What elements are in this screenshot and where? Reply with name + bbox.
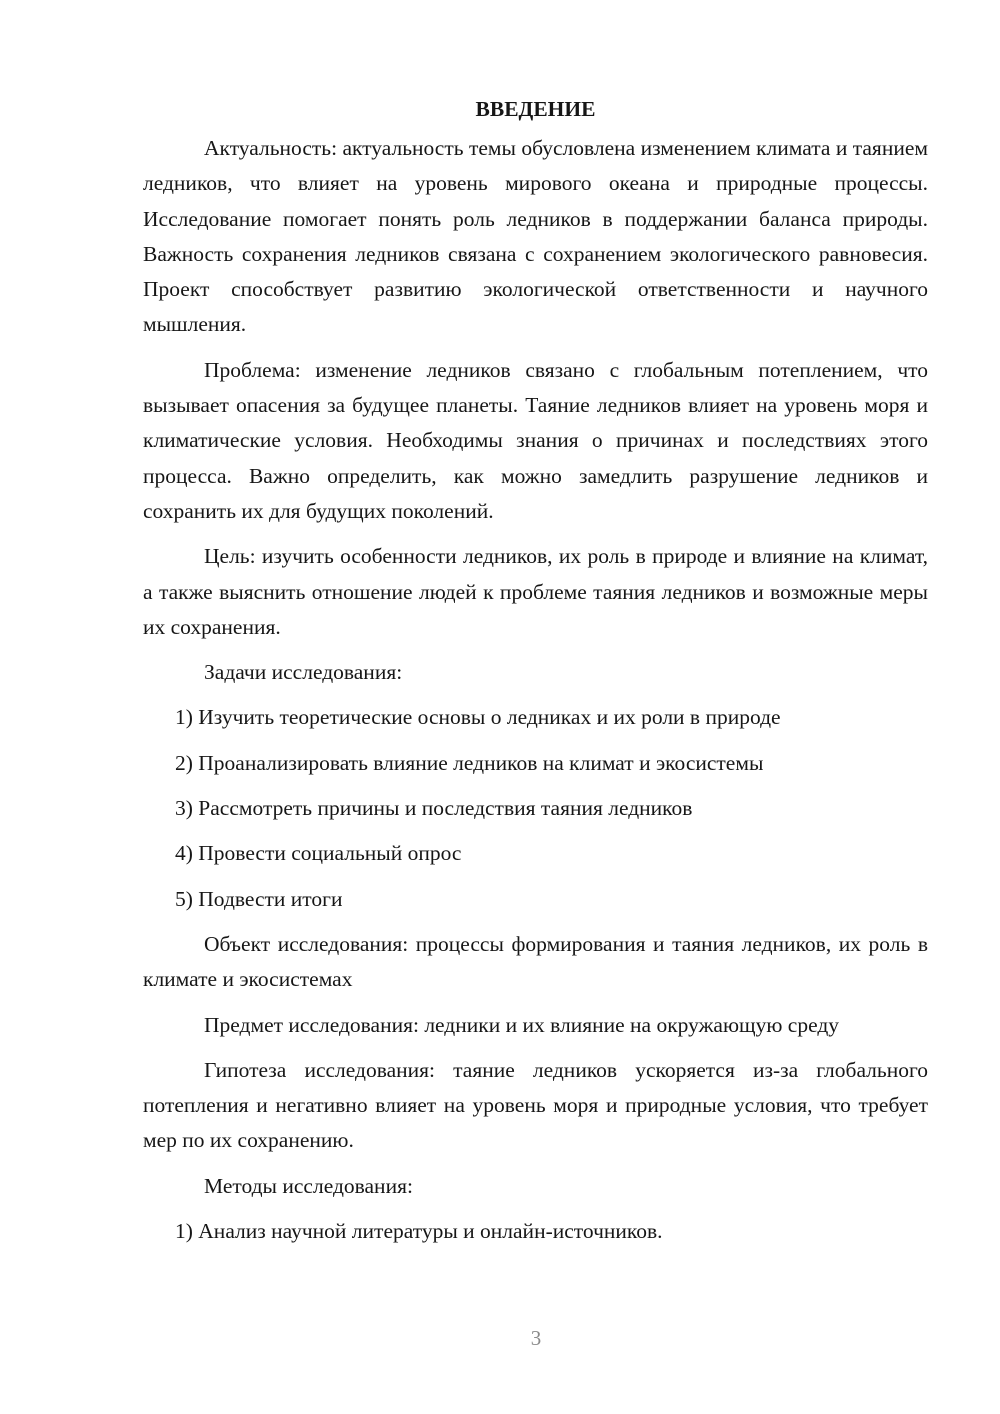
object-paragraph: Объект исследования: процессы формирования и таяния ледников, их роль в климате и экосистемах [143,931,928,992]
relevance-paragraph: Актуальность: актуальность темы обусловлена изменением климата и таянием ледников, что влияет на уровень мирового океана и природные процессы. Исследование помогает понять роль ледников в поддержании баланса природы. Важность сохранения ледников связана с сохранением экологического равновесия. Проект способствует развитию экологической ответственности и научного мышления. [143,136,928,337]
methods-heading: Методы исследования: [204,1173,413,1198]
task-item-2: 2) Проанализировать влияние ледников на климат и экосистемы [175,750,764,775]
methods-list [143,1214,928,1249]
page-number: 3 [530,1326,542,1350]
task-item-5: 5) Подвести итоги [175,886,343,911]
task-item-4: 4) Провести социальный опрос [175,841,462,866]
problem-paragraph: Проблема: изменение ледников связано с глобальным потеплением, что вызывает опасения за будущее планеты. Таяние ледников влияет на уровень моря и климатические условия. Необходимы знания о причинах и последствиях этого процесса. Важно определить, как можно замедлить разрушение ледников и сохранить их для будущих поколений. [143,357,928,523]
tasks-list [143,700,928,916]
method-item-1: 1) Анализ научной литературы и онлайн-источников. [175,1219,663,1244]
goal-paragraph: Цель: изучить особенности ледников, их роль в природе и влияние на климат, а также выяснить отношение людей к проблеме таяния ледников и возможные меры их сохранения. [143,544,928,639]
subject-paragraph: Предмет исследования: ледники и их влияние на окружающую среду [204,1012,840,1037]
hypothesis-paragraph: Гипотеза исследования: таяние ледников ускоряется из-за глобального потепления и негативно влияет на уровень моря и природные условия, что требует мер по их сохранению. [143,1057,928,1153]
tasks-heading: Задачи исследования: [204,660,403,685]
document-page [143,92,928,1259]
page-title: ВВЕДЕНИЕ [475,97,596,121]
task-item-1: 1) Изучить теоретические основы о ледниках и их роли в природе [175,705,781,730]
task-item-3: 3) Рассмотреть причины и последствия таяния ледников [175,796,693,821]
